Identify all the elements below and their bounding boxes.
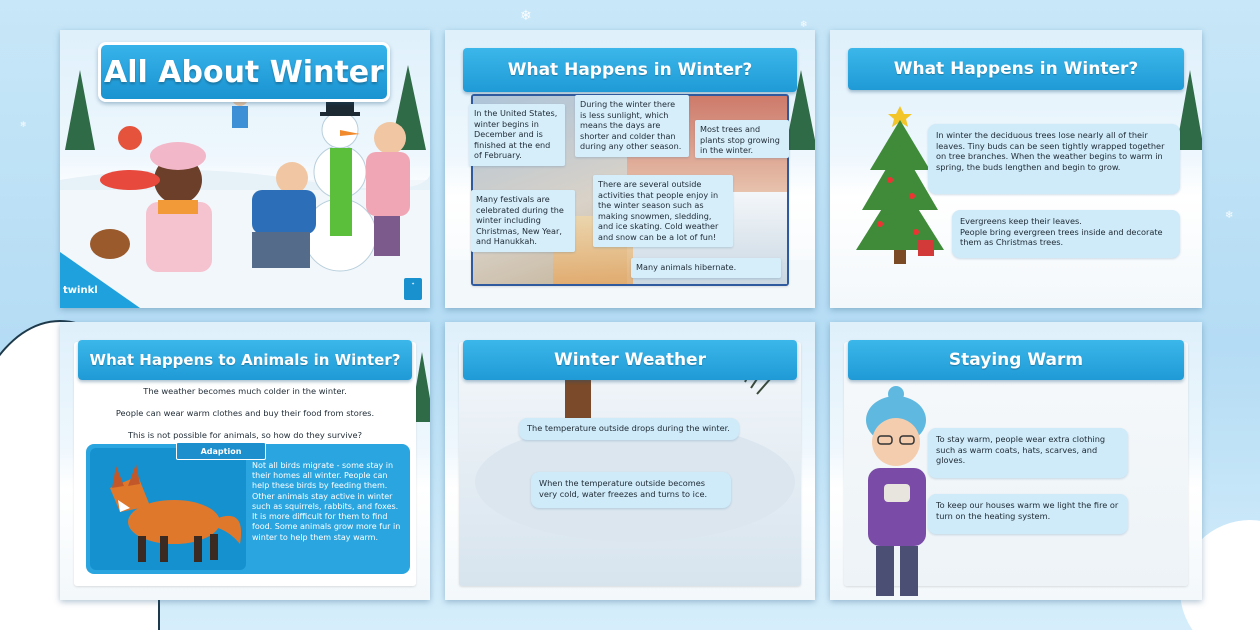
fact-box: Most trees and plants stop growing in the winter. [695,120,789,158]
info-bubble: To stay warm, people wear extra clothing such as warm coats, hats, scarves, and gloves. [928,428,1128,478]
slide-cover[interactable] [60,30,430,308]
info-bubble: The temperature outside drops during the winter. [519,418,739,440]
adaption-label: Adaption [176,442,266,460]
twinkl-logo: twinkl [63,285,98,296]
info-bubble: In winter the deciduous trees lose nearly all of their leaves. Tiny buds can be seen tightly wrapped together on tree branches. When the weather begins to warm in spring, the buds lengthen and begin to grow. [928,124,1180,194]
slide-what-happens-2[interactable] [830,30,1202,308]
slide-animals[interactable] [60,322,430,600]
slide-staying-warm[interactable] [830,322,1202,600]
slide-title: Winter Weather [463,340,797,380]
fox-image [90,448,246,570]
snowflake-icon: ❄ [800,20,808,30]
snowflake-icon: ❄ [20,120,27,129]
badge-icon: ✦ [404,278,422,300]
info-bubble: When the temperature outside becomes very cold, water freezes and turns to ice. [531,472,731,508]
slide-title: Staying Warm [848,340,1184,380]
snowflake-icon: ❄ [520,8,532,24]
adaption-text: Not all birds migrate - some stay in their homes all winter. People can help these birds by feeding them. Other animals stay active in winter such as squirrels, rabbits, and foxes. It is more difficult for them to find food. Some animals grow more fur in winter to help them stay warm. [252,461,401,542]
slide-winter-weather[interactable] [445,322,815,600]
fact-box: In the United States, winter begins in December and is finished at the end of February. [469,104,565,166]
info-line: Evergreens keep their leaves. [960,216,1082,226]
info-bubble [952,210,1180,258]
slide-what-happens-1[interactable] [445,30,815,308]
intro-line: People can wear warm clothes and buy their food from stores. [115,408,375,418]
info-line: People bring evergreen trees inside and decorate them as Christmas trees. [960,226,1163,248]
cover-title: All About Winter [98,42,390,102]
slide-title: What Happens to Animals in Winter? [78,340,412,380]
fox-illustration [90,448,246,570]
fact-box: Many festivals are celebrated during the winter including Christmas, New Year, and Hanukkah. [471,190,575,252]
fact-box: There are several outside activities that people enjoy in the winter season such as making snowmen, sledding, and ice skating. Cold weather and snow can be a lot of fun! [593,175,733,247]
intro-line: This is not possible for animals, so how do they survive? [127,430,362,440]
child-in-winter-clothes-illustration [838,384,958,600]
fact-box: Many animals hibernate. [631,258,781,278]
fact-box: During the winter there is less sunlight, which means the days are shorter and colder than during any other season. [575,95,689,157]
slide-title: What Happens in Winter? [848,48,1184,90]
intro-line: The weather becomes much colder in the winter. [143,386,347,396]
snowflake-icon: ❄ [1225,210,1234,221]
info-bubble: To keep our houses warm we light the fire or turn on the heating system. [928,494,1128,534]
slide-title: What Happens in Winter? [463,48,797,92]
